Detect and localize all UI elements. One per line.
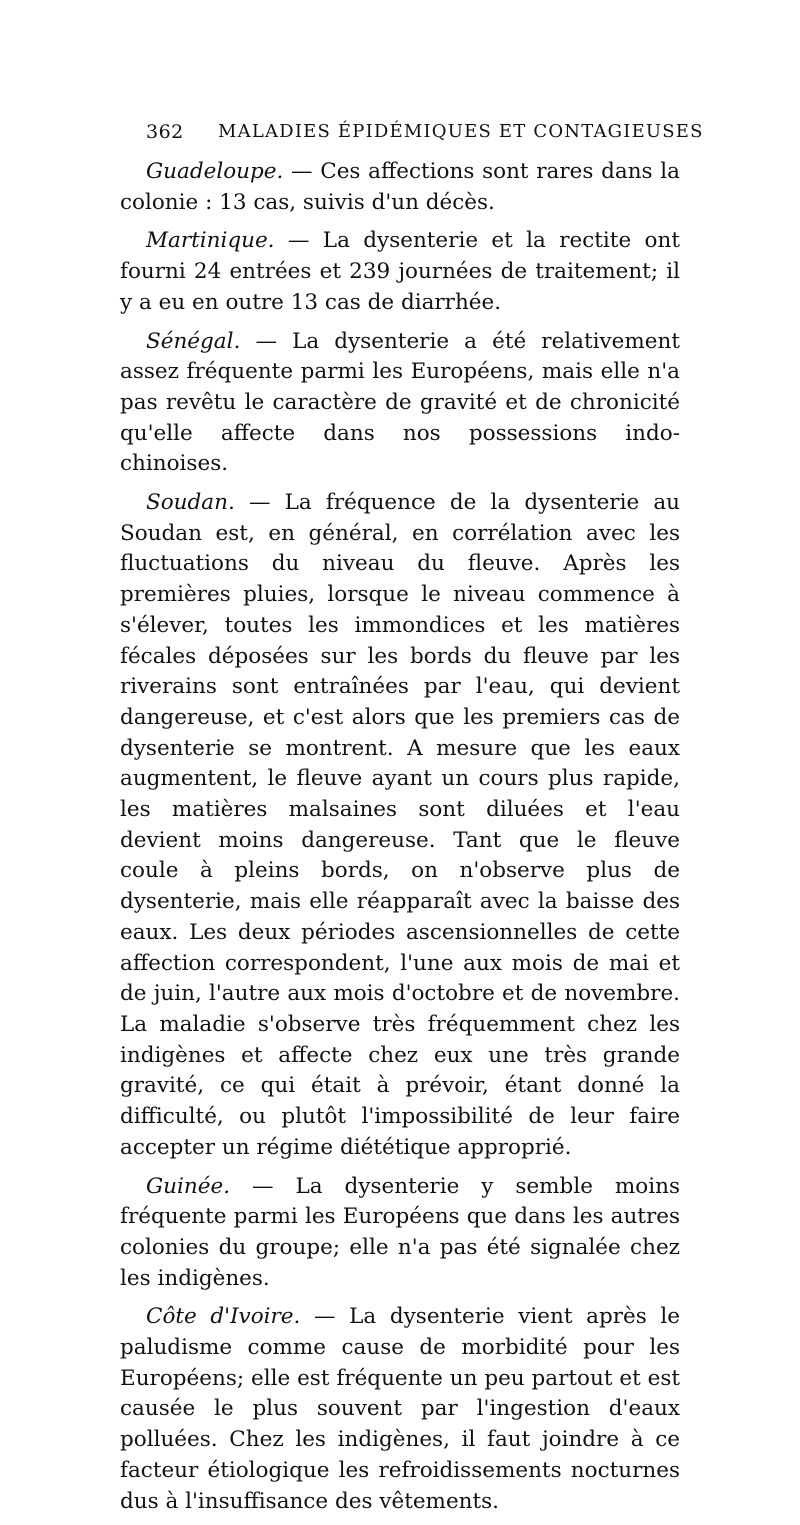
place-heading: Côte d'Ivoire.: [146, 1304, 301, 1330]
running-title: MALADIES ÉPIDÉMIQUES ET CONTAGIEUSES: [218, 121, 704, 142]
paragraph-text: — La dysenterie vient après le paludisme comme cause de morbidité pour les Européens; elle est fréquente un peu partout et est causée le plus souvent par l'ingestion d'eaux polluées. Chez les indigènes, il faut joindre à ce facteur étiologique les refroidissements nocturnes dus à l'insuffisance des vêtements.: [120, 1304, 680, 1514]
place-heading: Sénégal.: [146, 328, 241, 354]
paragraph-soudan: [120, 488, 680, 1163]
place-heading: Martinique.: [146, 228, 275, 254]
paragraph-text: — Ces affections sont rares dans la colonie : 13 cas, suivis d'un décès.: [120, 159, 680, 215]
paragraph-senegal: [120, 327, 680, 481]
place-heading: Guinée.: [146, 1173, 231, 1199]
paragraph-text: — La dysenterie et la rectite ont fourni 24 entrées et 239 journées de traitement; il y a eu en outre 13 cas de diarrhée.: [120, 228, 680, 315]
paragraph-text: — La dysenterie y semble moins fréquente parmi les Européens que dans les autres colonies du groupe; elle n'a pas été signalée chez les indigènes.: [120, 1173, 680, 1291]
paragraph-martinique: [120, 226, 680, 318]
paragraph-text: — La dysenterie a été relativement assez fréquente parmi les Européens, mais elle n'a pas revêtu le caractère de gravité et de chronicité qu'elle affecte dans nos possessions indo-chinoises.: [120, 328, 680, 477]
place-heading: Soudan.: [146, 490, 235, 516]
paragraph-guinee: [120, 1172, 680, 1295]
paragraph-cote-ivoire: [120, 1302, 680, 1517]
paragraph-guadeloupe: [120, 157, 680, 218]
page-number: 362: [146, 121, 184, 143]
paragraph-text: — La fréquence de la dysenterie au Soudan est, en général, en corrélation avec les fluctuations du niveau du fleuve. Après les premières pluies, lorsque le niveau commence à s'élever, toutes les immondices et les matières fécales déposées sur les bords du fleuve par les riverains sont entraînées par l'eau, qui devient dangereuse, et c'est alors que les premiers cas de dysenterie se montrent. A mesure que les eaux augmentent, le fleuve ayant un cours plus rapide, les matières malsaines sont diluées et l'eau devient moins dangereuse. Tant que le fleuve coule à pleins bords, on n'observe plus de dysenterie, mais elle réapparaît avec la baisse des eaux. Les deux périodes ascensionnelles de cette affection correspondent, l'une aux mois de mai et de juin, l'autre aux mois d'octobre et de novembre. La maladie s'observe très fréquemment chez les indigènes et affecte chez eux une très grande gravité, ce qui était à prévoir, étant donné la difficulté, ou plutôt l'impossibilité de leur faire accepter un régime diététique approprié.: [120, 490, 680, 1160]
body-text: [120, 157, 680, 1525]
place-heading: Guadeloupe.: [146, 159, 284, 184]
